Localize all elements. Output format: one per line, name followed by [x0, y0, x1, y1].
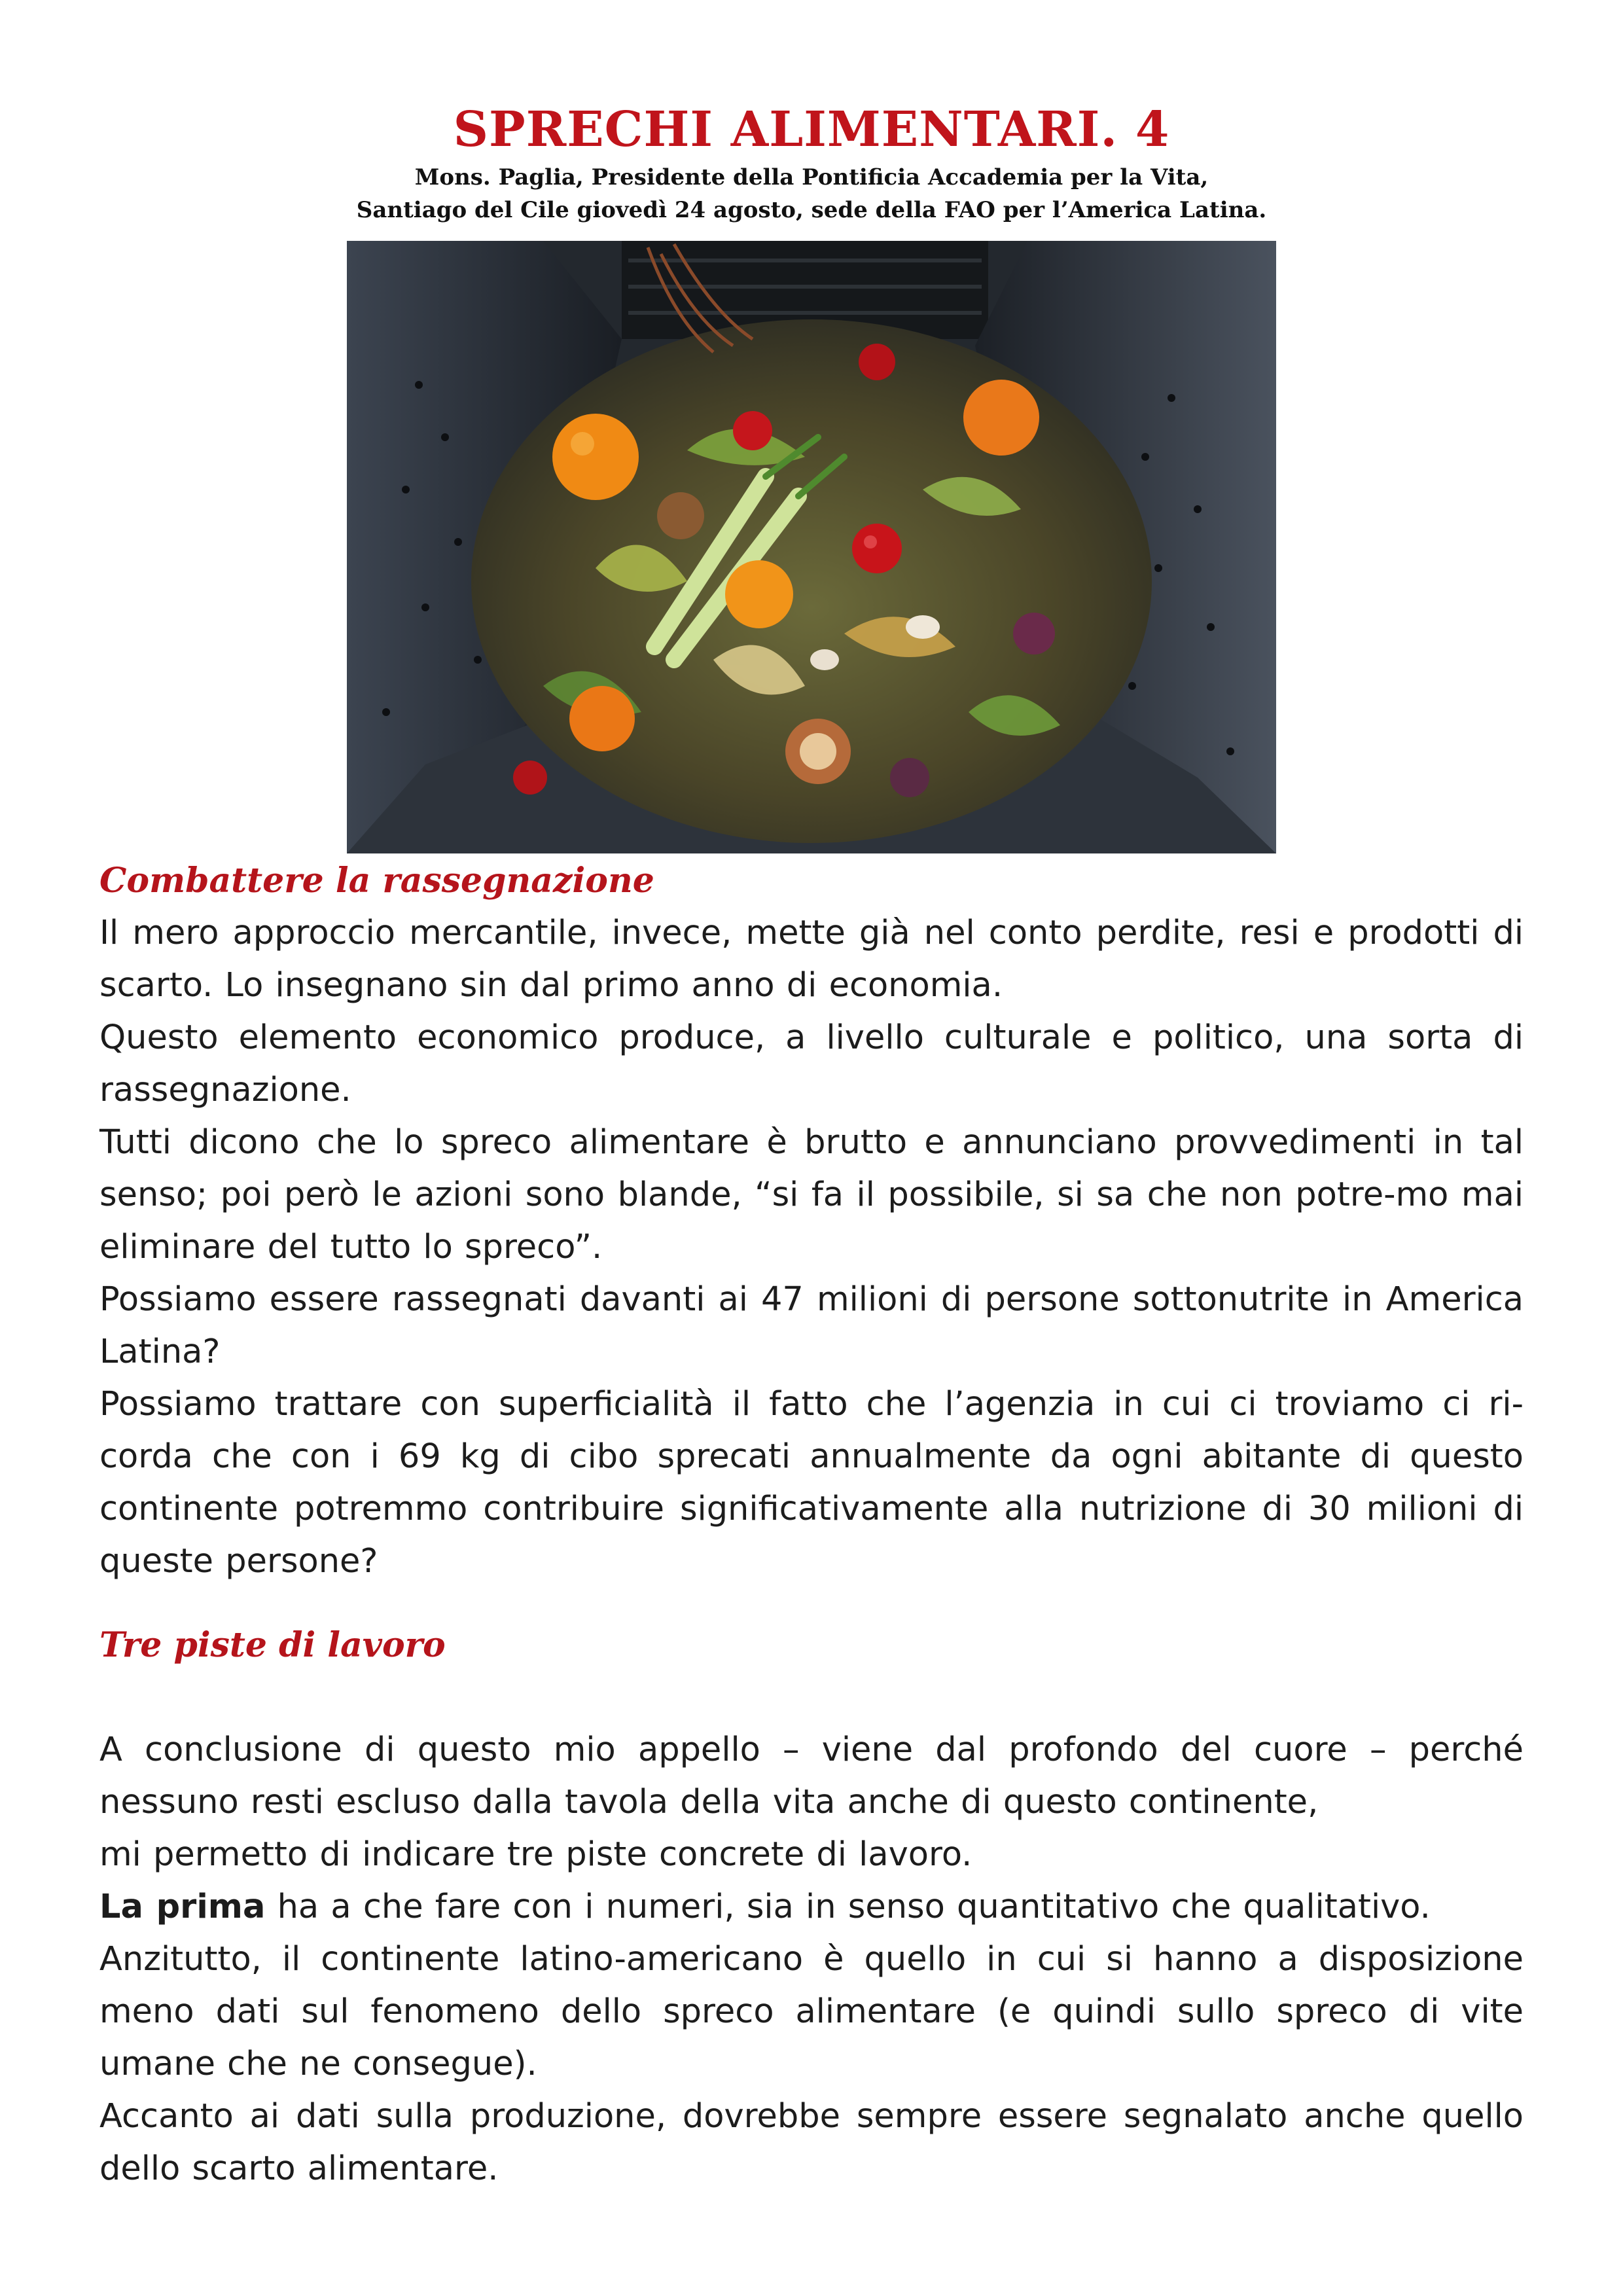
paragraph-line: A conclusione di questo mio appello – viene dal profondo del cuore – perché — [99, 1731, 1524, 1769]
paragraph: Possiamo trattare con superficialità il fatto che l’agenzia in cui ci troviamo ci ri-corda che con i 69 kg di cibo sprecati annualmente da ogni abitante di questo continente potremmo contribuire significativamente alla nutrizione di 30 milioni di queste persone? — [99, 1385, 1524, 1581]
bold-la-prima: La prima — [99, 1888, 266, 1926]
section-tre-piste — [99, 1619, 1524, 2195]
subtitle-line-1: Mons. Paglia, Presidente della Pontificia Accademia per la Vita, — [414, 164, 1209, 190]
paragraph-rest: ha a che fare con i numeri, sia in senso quantitativo che qualitativo. — [265, 1888, 1431, 1926]
section-heading-tre-piste: Tre piste di lavoro — [99, 1625, 446, 1665]
spacer — [99, 1672, 1524, 1724]
compost-bin-photo — [347, 241, 1276, 853]
paragraph-la-prima — [99, 1881, 1524, 1933]
paragraph: Anzitutto, il continente latino-americano è quello in cui si hanno a disposizione meno dati sul fenomeno dello spreco alimentare (e quindi sullo spreco di vite umane che ne consegue). — [99, 1940, 1524, 2083]
paragraph: Tutti dicono che lo spreco alimentare è brutto e annunciano provvedimenti in tal senso; poi però le azioni sono blande, “si fa il possibile, si sa che non potre-mo mai eliminare del tutto lo spreco”. — [99, 1123, 1524, 1266]
paragraph: Accanto ai dati sulla produzione, dovrebbe sempre essere segnalato anche quello dello scarto alimentare. — [99, 2097, 1524, 2188]
paragraph-line: mi permetto di indicare tre piste concrete di lavoro. — [99, 1835, 972, 1874]
paragraph: Possiamo essere rassegnati davanti ai 47 milioni di persone sottonutrite in America Latina? — [99, 1280, 1524, 1371]
section-combattere — [99, 855, 1524, 1588]
paragraph-line: nessuno resti escluso dalla tavola della vita anche di questo continente, — [99, 1783, 1319, 1821]
section-heading-combattere: Combattere la rassegnazione — [99, 861, 654, 901]
document-header — [0, 98, 1623, 226]
subtitle-line-2: Santiago del Cile giovedì 24 agosto, sede della FAO per l’America Latina. — [356, 197, 1267, 223]
paragraph: Questo elemento economico produce, a livello culturale e politico, una sorta di rassegnazione. — [99, 1018, 1524, 1109]
paragraph: Il mero approccio mercantile, invece, mette già nel conto perdite, resi e prodotti di scarto. Lo insegnano sin dal primo anno di economia. — [99, 914, 1524, 1005]
document-title: SPRECHI ALIMENTARI. 4 — [453, 101, 1170, 158]
compost-illustration — [347, 241, 1276, 853]
